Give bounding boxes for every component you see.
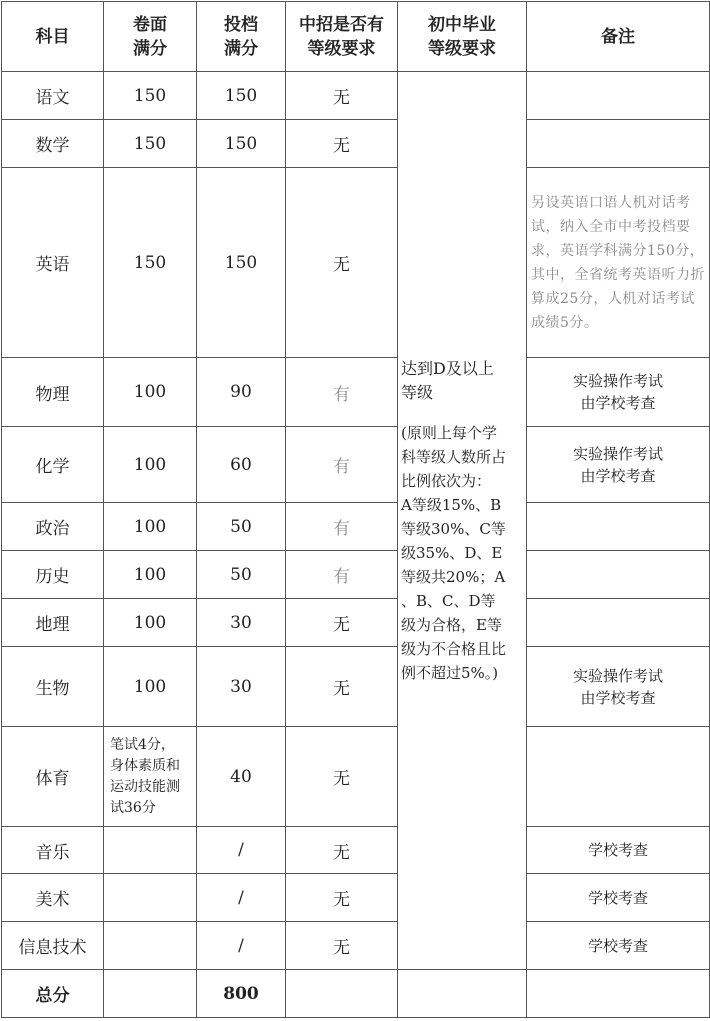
level-cell: 无 <box>286 922 398 970</box>
grad-requirement-detail: (原则上每个学 科等级人数所占 比例依次为： A等级15%、B 等级30%、C等 级35%、D、E 等级共20%；A 、B、C、D等 级为合格，E等 级为不合格且比 例不超过5%。) <box>401 423 507 682</box>
level-cell: 无 <box>286 827 398 874</box>
total-admit-score: 800 <box>197 970 286 1018</box>
level-cell: 无 <box>286 120 398 168</box>
remark-cell <box>527 551 710 599</box>
admit-score-cell: / <box>197 874 286 922</box>
table-row <box>2 727 710 827</box>
table-row <box>2 168 710 358</box>
total-label: 总分 <box>2 970 104 1018</box>
level-cell: 有 <box>286 427 398 503</box>
table-row <box>2 503 710 551</box>
admit-score-cell: 40 <box>197 727 286 827</box>
admit-score-cell: 150 <box>197 168 286 358</box>
subject-cell: 政治 <box>2 503 104 551</box>
level-cell: 无 <box>286 874 398 922</box>
subject-cell: 历史 <box>2 551 104 599</box>
remark-cell: 学校考查 <box>527 874 710 922</box>
admit-score-cell: / <box>197 922 286 970</box>
paper-score-cell: 100 <box>104 647 197 727</box>
remark-cell <box>527 727 710 827</box>
table-row <box>2 647 710 727</box>
remark-cell: 另设英语口语人机对话考试，纳入全市中考投档要求，英语学科满分150分，其中，全省统考英语听力折算成25分，人机对话考试成绩5分。 <box>527 168 710 358</box>
paper-score-cell: 150 <box>104 168 197 358</box>
admit-score-cell: 30 <box>197 647 286 727</box>
total-paper-cell <box>104 970 197 1018</box>
table-row <box>2 358 710 427</box>
paper-score-cell: 笔试4分， 身体素质和 运动技能测 试36分 <box>104 727 197 827</box>
remark-cell: 学校考查 <box>527 922 710 970</box>
paper-score-cell: 100 <box>104 427 197 503</box>
admit-score-cell: 150 <box>197 120 286 168</box>
subject-cell: 美术 <box>2 874 104 922</box>
paper-score-cell <box>104 827 197 874</box>
remark-cell: 实验操作考试 由学校考查 <box>527 427 710 503</box>
subject-cell: 信息技术 <box>2 922 104 970</box>
admit-score-cell: 60 <box>197 427 286 503</box>
remark-cell: 实验操作考试 由学校考查 <box>527 647 710 727</box>
table-row <box>2 874 710 922</box>
level-cell: 无 <box>286 168 398 358</box>
remark-cell <box>527 72 710 120</box>
table-row <box>2 427 710 503</box>
table-row <box>2 120 710 168</box>
remark-cell <box>527 503 710 551</box>
subject-cell: 化学 <box>2 427 104 503</box>
remark-cell <box>527 120 710 168</box>
paper-score-cell: 100 <box>104 599 197 647</box>
total-remark-cell <box>527 970 710 1018</box>
level-cell: 无 <box>286 647 398 727</box>
admit-score-cell: 30 <box>197 599 286 647</box>
paper-score-cell <box>104 874 197 922</box>
header-level-requirement: 中招是否有 等级要求 <box>286 2 398 72</box>
table-row <box>2 72 710 120</box>
table-row <box>2 599 710 647</box>
header-grad-requirement: 初中毕业 等级要求 <box>398 2 527 72</box>
remark-cell: 实验操作考试 由学校考查 <box>527 358 710 427</box>
table-row <box>2 827 710 874</box>
level-cell: 无 <box>286 599 398 647</box>
header-paper-full: 卷面 满分 <box>104 2 197 72</box>
paper-score-cell: 100 <box>104 358 197 427</box>
admit-score-cell: 150 <box>197 72 286 120</box>
subject-cell: 地理 <box>2 599 104 647</box>
admit-score-cell: 50 <box>197 503 286 551</box>
table-row <box>2 551 710 599</box>
total-grad-cell <box>398 970 527 1018</box>
grad-requirement-head: 达到D及以上 等级 <box>401 358 494 402</box>
subject-cell: 数学 <box>2 120 104 168</box>
subject-cell: 体育 <box>2 727 104 827</box>
header-subject: 科目 <box>2 2 104 72</box>
header-admit-full: 投档 满分 <box>197 2 286 72</box>
level-cell: 无 <box>286 727 398 827</box>
subject-cell: 生物 <box>2 647 104 727</box>
paper-score-cell <box>104 922 197 970</box>
exam-score-table <box>1 1 710 1018</box>
level-cell: 有 <box>286 358 398 427</box>
remark-cell: 学校考查 <box>527 827 710 874</box>
paper-score-cell: 100 <box>104 503 197 551</box>
remark-cell <box>527 599 710 647</box>
paper-score-cell: 150 <box>104 72 197 120</box>
level-cell: 无 <box>286 72 398 120</box>
subject-cell: 音乐 <box>2 827 104 874</box>
header-row <box>2 2 710 72</box>
admit-score-cell: / <box>197 827 286 874</box>
level-cell: 有 <box>286 503 398 551</box>
total-level-cell <box>286 970 398 1018</box>
level-cell: 有 <box>286 551 398 599</box>
table-row <box>2 922 710 970</box>
admit-score-cell: 50 <box>197 551 286 599</box>
subject-cell: 英语 <box>2 168 104 358</box>
header-remarks: 备注 <box>527 2 710 72</box>
paper-score-cell: 150 <box>104 120 197 168</box>
subject-cell: 物理 <box>2 358 104 427</box>
admit-score-cell: 90 <box>197 358 286 427</box>
total-row <box>2 970 710 1018</box>
paper-score-cell: 100 <box>104 551 197 599</box>
subject-cell: 语文 <box>2 72 104 120</box>
grad-requirement-cell <box>398 72 527 970</box>
